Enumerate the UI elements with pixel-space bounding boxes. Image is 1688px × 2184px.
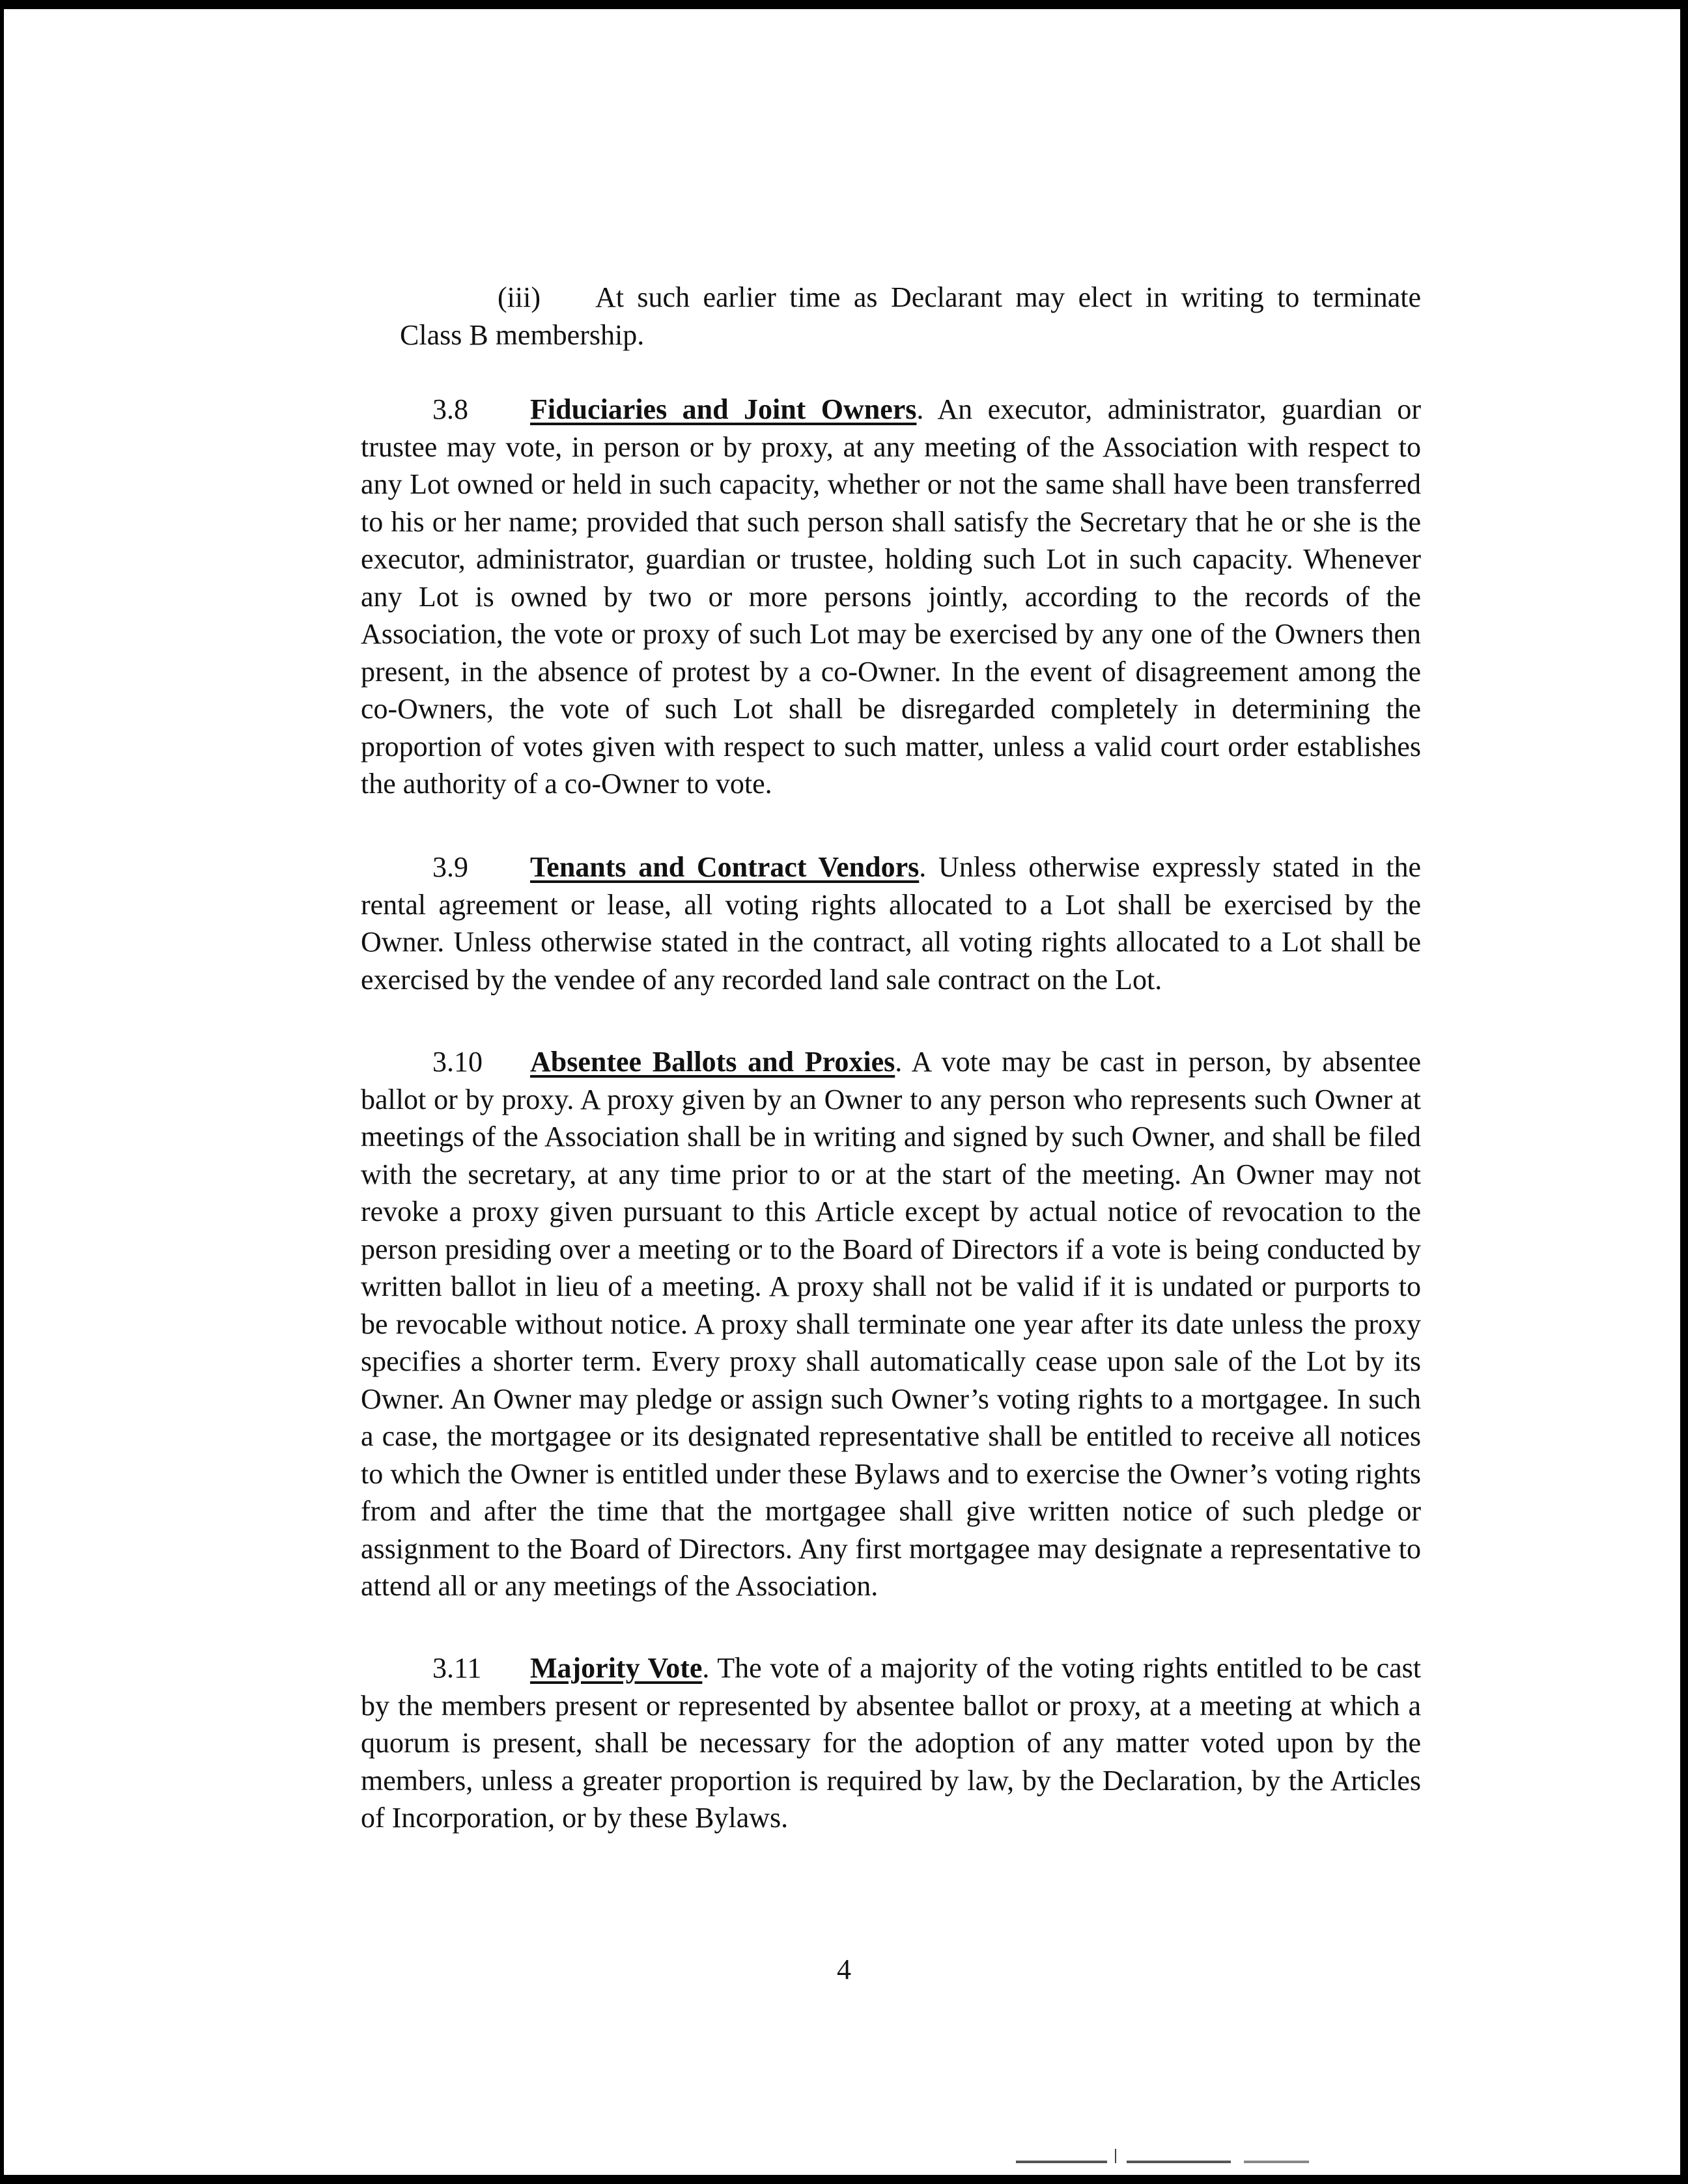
section-number: 3.9 bbox=[432, 851, 468, 883]
section-3-9 bbox=[361, 848, 1421, 998]
section-3-11 bbox=[361, 1649, 1421, 1837]
page-number: 4 bbox=[837, 1953, 851, 1985]
section-heading: Absentee Ballots and Proxies bbox=[530, 1046, 895, 1078]
section-3-10 bbox=[361, 1043, 1421, 1605]
scan-artifact-line bbox=[1244, 2161, 1309, 2163]
section-heading: Tenants and Contract Vendors bbox=[530, 851, 920, 883]
sub-item-number: (iii) bbox=[498, 281, 541, 313]
sub-item-text: At such earlier time as Declarant may elect in writing to terminate Class B membership. bbox=[400, 281, 1421, 351]
scan-artifact-line bbox=[1016, 2161, 1107, 2163]
section-body: . The vote of a majority of the voting rights entitled to be cast by the members present or represented by absentee ballot or proxy, at a meeting at which a quorum is present, shall be necessary for the adoption of any matter voted upon by the members, unless a greater proportion is required by law, by the Declaration, by the Articles of Incorporation, or by these Bylaws. bbox=[361, 1652, 1421, 1834]
section-3-8 bbox=[361, 391, 1421, 803]
section-body: . An executor, administrator, guardian or trustee may vote, in person or by proxy, at any meeting of the Association with respect to any Lot owned or held in such capacity, whether or not the same shall have been transferred to his or her name; provided that such person shall satisfy the Secretary that he or she is the executor, administrator, guardian or trustee, holding such Lot in such capacity. Whenever any Lot is owned by two or more persons jointly, according to the records of the Association, the vote or proxy of such Lot may be exercised by any one of the Owners then present, in the absence of protest by a co-Owner. In the event of disagreement among the co-Owners, the vote of such Lot shall be disregarded completely in determining the proportion of votes given with respect to such matter, unless a valid court order establishes the authority of a co-Owner to vote. bbox=[361, 393, 1421, 800]
section-number: 3.11 bbox=[432, 1652, 482, 1684]
section-body: . A vote may be cast in person, by absentee ballot or by proxy. A proxy given by an Owner to any person who represents such Owner at meetings of the Association shall be in writing and signed by such Owner, and shall be filed with the secretary, at any time prior to or at the start of the meeting. An Owner may not revoke a proxy given pursuant to this Article except by actual notice of revocation to the person presiding over a meeting or to the Board of Directors if a vote is being conducted by written ballot in lieu of a meeting. A proxy shall not be valid if it is undated or purports to be revocable without notice. A proxy shall terminate one year after its date unless the proxy specifies a shorter term. Every proxy shall automatically cease upon sale of the Lot by its Owner. An Owner may pledge or assign such Owner’s voting rights to a mortgagee. In such a case, the mortgagee or its designated representative shall be entitled to receive all notices to which the Owner is entitled under these Bylaws and to exercise the Owner’s voting rights from and after the time that the mortgagee shall give written notice of such pledge or assignment to the Board of Directors. Any first mortgagee may designate a representative to attend all or any meetings of the Association. bbox=[361, 1046, 1421, 1602]
section-body: . Unless otherwise expressly stated in the rental agreement or lease, all voting rights allocated to a Lot shall be exercised by the Owner. Unless otherwise stated in the contract, all voting rights allocated to a Lot shall be exercised by the vendee of any recorded land sale contract on the Lot. bbox=[361, 851, 1422, 996]
section-heading: Fiduciaries and Joint Owners bbox=[530, 393, 917, 425]
sub-item-iii bbox=[400, 279, 1421, 354]
scan-artifact-tick bbox=[1115, 2149, 1116, 2163]
scan-artifact-line bbox=[1127, 2161, 1231, 2163]
section-number: 3.10 bbox=[432, 1046, 483, 1078]
section-number: 3.8 bbox=[432, 393, 468, 425]
section-heading: Majority Vote bbox=[530, 1652, 703, 1684]
